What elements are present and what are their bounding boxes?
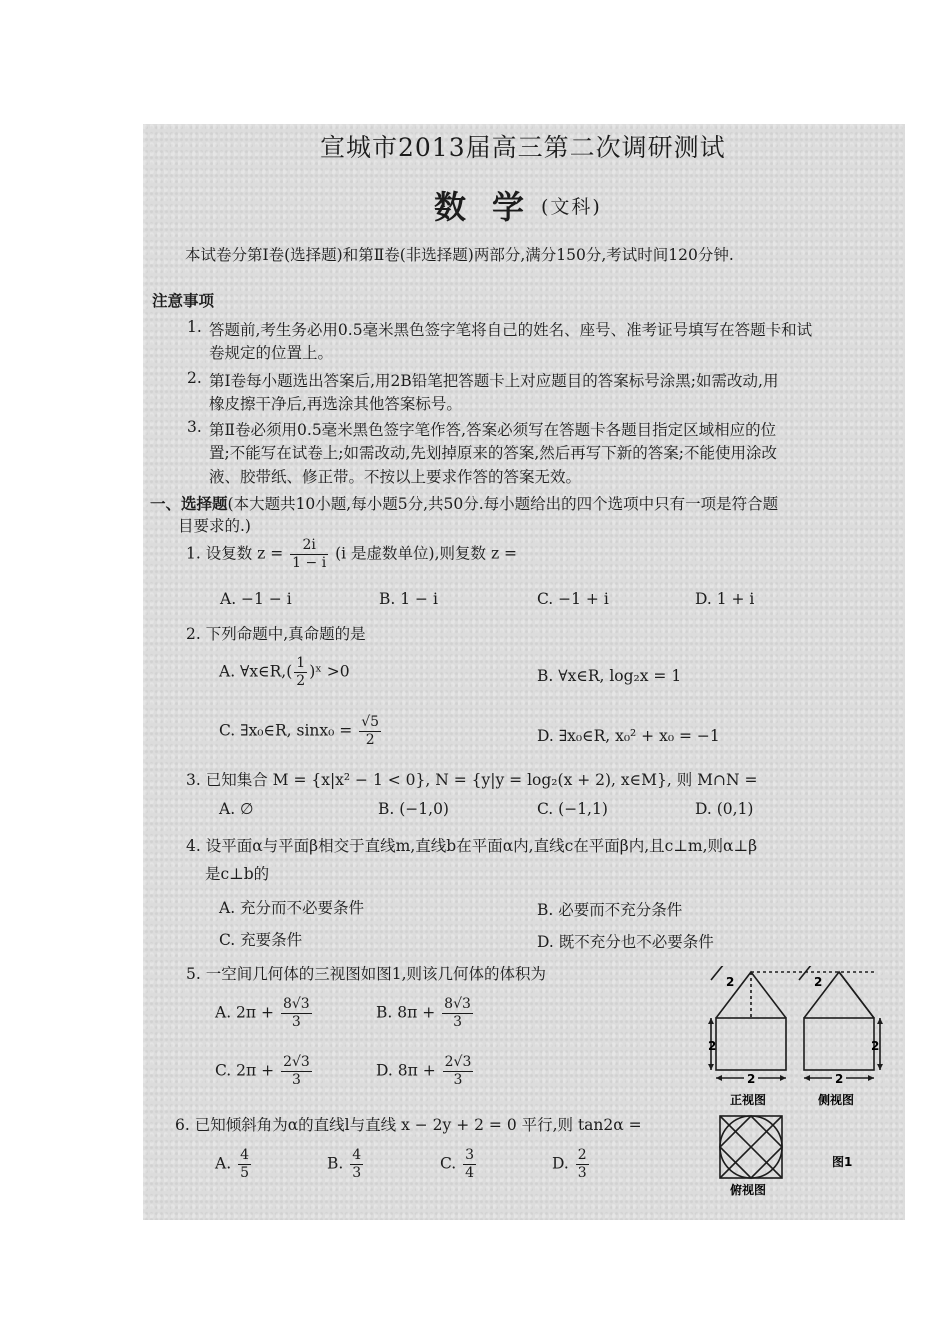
notice-item-3-line2: 置;不能写在试卷上;如需改动,先划掉原来的答案,然后再写下新的答案;不能使用涂改 [209, 444, 778, 462]
q1-option-c: C. −1 + i [537, 590, 609, 608]
exam-title: 宣城市2013届高三第二次调研测试 [320, 133, 726, 162]
q1-option-d: D. 1 + i [695, 590, 755, 608]
q2-a-den: 2 [296, 673, 306, 689]
q5-a-num: 8√3 [282, 996, 310, 1012]
q6-a-fraction [238, 1147, 251, 1182]
q1-option-a: A. −1 − i [220, 590, 292, 608]
question-1-stem [186, 537, 517, 572]
q6-option-c [440, 1147, 478, 1182]
q1-num: 2i [290, 537, 328, 555]
question-2-stem: 2. 下列命题中,真命题的是 [186, 625, 366, 643]
q5-b-num: 8√3 [444, 996, 471, 1012]
q1-post: (i 是虚数单位),则复数 z = [335, 544, 518, 563]
q2-a-fraction [294, 655, 307, 690]
figure-caption: 图1 [832, 1155, 853, 1169]
q2-option-c [219, 714, 383, 749]
q2-option-d: D. ∃x₀∈R, x₀² + x₀ = −1 [537, 727, 720, 745]
q2-c-fraction [359, 714, 381, 749]
question-6-stem: 6. 已知倾斜角为α的直线l与直线 x − 2y + 2 = 0 平行,则 tan2α = [175, 1116, 642, 1134]
q4-option-d: D. 既不充分也不必要条件 [537, 933, 714, 951]
q4-option-c: C. 充要条件 [219, 931, 303, 949]
q2-option-a [219, 655, 350, 690]
q5-b-pre: B. 8π + [376, 1003, 436, 1022]
question-4-line2: 是c⊥b的 [205, 865, 270, 883]
notice-item-2-line1: 第Ⅰ卷每小题选出答案后,用2B铅笔把答题卡上对应题目的答案标号涂黑;如需改动,用 [209, 372, 779, 390]
top-view-label: 俯视图 [730, 1183, 767, 1196]
q5-option-a [215, 996, 314, 1031]
section-desc-1: (本大题共10小题,每小题5分,共50分.每小题给出的四个选项中只有一项是符合题 [227, 495, 779, 513]
section-title: 一、选择题 [150, 494, 228, 513]
q4-option-a: A. 充分而不必要条件 [219, 899, 365, 917]
q5-option-c [215, 1054, 314, 1089]
notice-item-1-num: 1. [187, 318, 202, 336]
q3-option-d: D. (0,1) [695, 800, 754, 818]
q1-fraction [290, 537, 328, 572]
q3-option-c: C. (−1,1) [537, 800, 608, 818]
q5-a-den: 3 [291, 1014, 301, 1030]
section-desc-2: 目要求的.) [178, 517, 251, 535]
q6-d-den: 3 [577, 1165, 587, 1181]
q2-option-b: B. ∀x∈R, log₂x = 1 [537, 667, 682, 685]
q6-option-d [552, 1147, 591, 1182]
q2-c-pre: C. ∃x₀∈R, sinx₀ = [219, 721, 353, 740]
notice-item-1-line2: 卷规定的位置上。 [209, 344, 334, 362]
q4-option-b: B. 必要而不充分条件 [537, 901, 683, 919]
q6-a-pre: A. [215, 1154, 232, 1173]
q5-a-fraction [281, 996, 312, 1031]
top-view-shape [720, 1116, 782, 1178]
front-width-label: 2 [747, 1072, 756, 1086]
q5-b-den: 3 [453, 1014, 462, 1030]
q5-d-pre: D. 8π + [376, 1061, 436, 1080]
q5-c-den: 3 [291, 1072, 301, 1088]
question-3-stem: 3. 已知集合 M = {x|x² − 1 < 0}, N = {y|y = log₂(x + 2), x∈M}, 则 M∩N = [186, 771, 758, 789]
section-heading [150, 492, 778, 514]
q5-option-d [376, 1054, 475, 1089]
q1-den: 1 − i [292, 555, 327, 571]
q2-c-num: √5 [361, 714, 380, 730]
q6-b-den: 3 [352, 1165, 362, 1181]
q6-b-pre: B. [327, 1154, 344, 1173]
question-4-line1: 4. 设平面α与平面β相交于直线m,直线b在平面α内,直线c在平面β内,且c⊥m,则α⊥β [186, 837, 758, 855]
q2-a-post: )ˣ >0 [309, 662, 350, 681]
q5-d-num: 2√3 [444, 1054, 472, 1070]
q5-d-fraction [443, 1054, 474, 1089]
q3-option-a: A. ∅ [219, 800, 254, 818]
side-view-label: 侧视图 [818, 1093, 855, 1107]
exam-intro: 本试卷分第Ⅰ卷(选择题)和第Ⅱ卷(非选择题)两部分,满分150分,考试时间120分钟. [185, 246, 734, 264]
notice-item-2-num: 2. [187, 369, 202, 387]
three-view-figure [708, 966, 898, 1196]
notice-item-2-line2: 橡皮擦干净后,再选涂其他答案标号。 [209, 395, 462, 413]
q5-option-b [376, 996, 475, 1031]
q6-a-num: 4 [240, 1147, 249, 1163]
front-view-label: 正视图 [730, 1093, 767, 1107]
q6-d-pre: D. [552, 1154, 569, 1173]
side-width-label: 2 [835, 1072, 844, 1086]
q6-d-num: 2 [577, 1147, 587, 1163]
q6-a-den: 5 [240, 1165, 249, 1181]
q1-pre: 1. 设复数 z = [186, 544, 284, 563]
q2-a-pre: A. ∀x∈R,( [219, 662, 293, 681]
side-slant-label: 2 [814, 975, 823, 989]
notice-item-1-line1: 答题前,考生务必用0.5毫米黑色签字笔将自己的姓名、座号、准考证号填写在答题卡和试 [209, 321, 813, 339]
q5-b-fraction [442, 996, 473, 1031]
q1-option-b: B. 1 − i [379, 590, 438, 608]
q6-c-pre: C. [440, 1154, 457, 1173]
front-slant-label: 2 [726, 975, 735, 989]
q6-option-a [215, 1147, 253, 1182]
q6-c-den: 4 [465, 1165, 475, 1181]
q5-c-num: 2√3 [283, 1054, 310, 1070]
notice-item-3-line1: 第Ⅱ卷必须用0.5毫米黑色签字笔作答,答案必须写在答题卡各题目指定区域相应的位 [209, 421, 777, 439]
q2-a-num: 1 [296, 655, 306, 671]
question-5-stem: 5. 一空间几何体的三视图如图1,则该几何体的体积为 [186, 965, 547, 983]
q5-d-den: 3 [453, 1072, 463, 1088]
front-height-label: 2 [708, 1039, 717, 1053]
q6-d-fraction [576, 1147, 589, 1182]
q5-c-fraction [281, 1054, 312, 1089]
q2-c-den: 2 [365, 732, 375, 748]
notice-item-3-line3: 液、胶带纸、修正带。不按以上要求作答的答案无效。 [209, 468, 582, 486]
q6-c-num: 3 [465, 1147, 475, 1163]
q5-c-pre: C. 2π + [215, 1061, 275, 1080]
q5-a-pre: A. 2π + [215, 1003, 275, 1022]
q6-b-fraction [350, 1147, 363, 1182]
q6-b-num: 4 [352, 1147, 362, 1163]
notice-item-3-num: 3. [187, 418, 202, 436]
subject-title: 数学 [434, 188, 551, 226]
q6-c-fraction [463, 1147, 476, 1182]
q3-option-b: B. (−1,0) [378, 800, 449, 818]
subject-note: (文科) [541, 196, 602, 218]
q6-option-b [327, 1147, 365, 1182]
notice-heading: 注意事项 [152, 291, 215, 310]
side-height-label: 2 [871, 1039, 880, 1053]
